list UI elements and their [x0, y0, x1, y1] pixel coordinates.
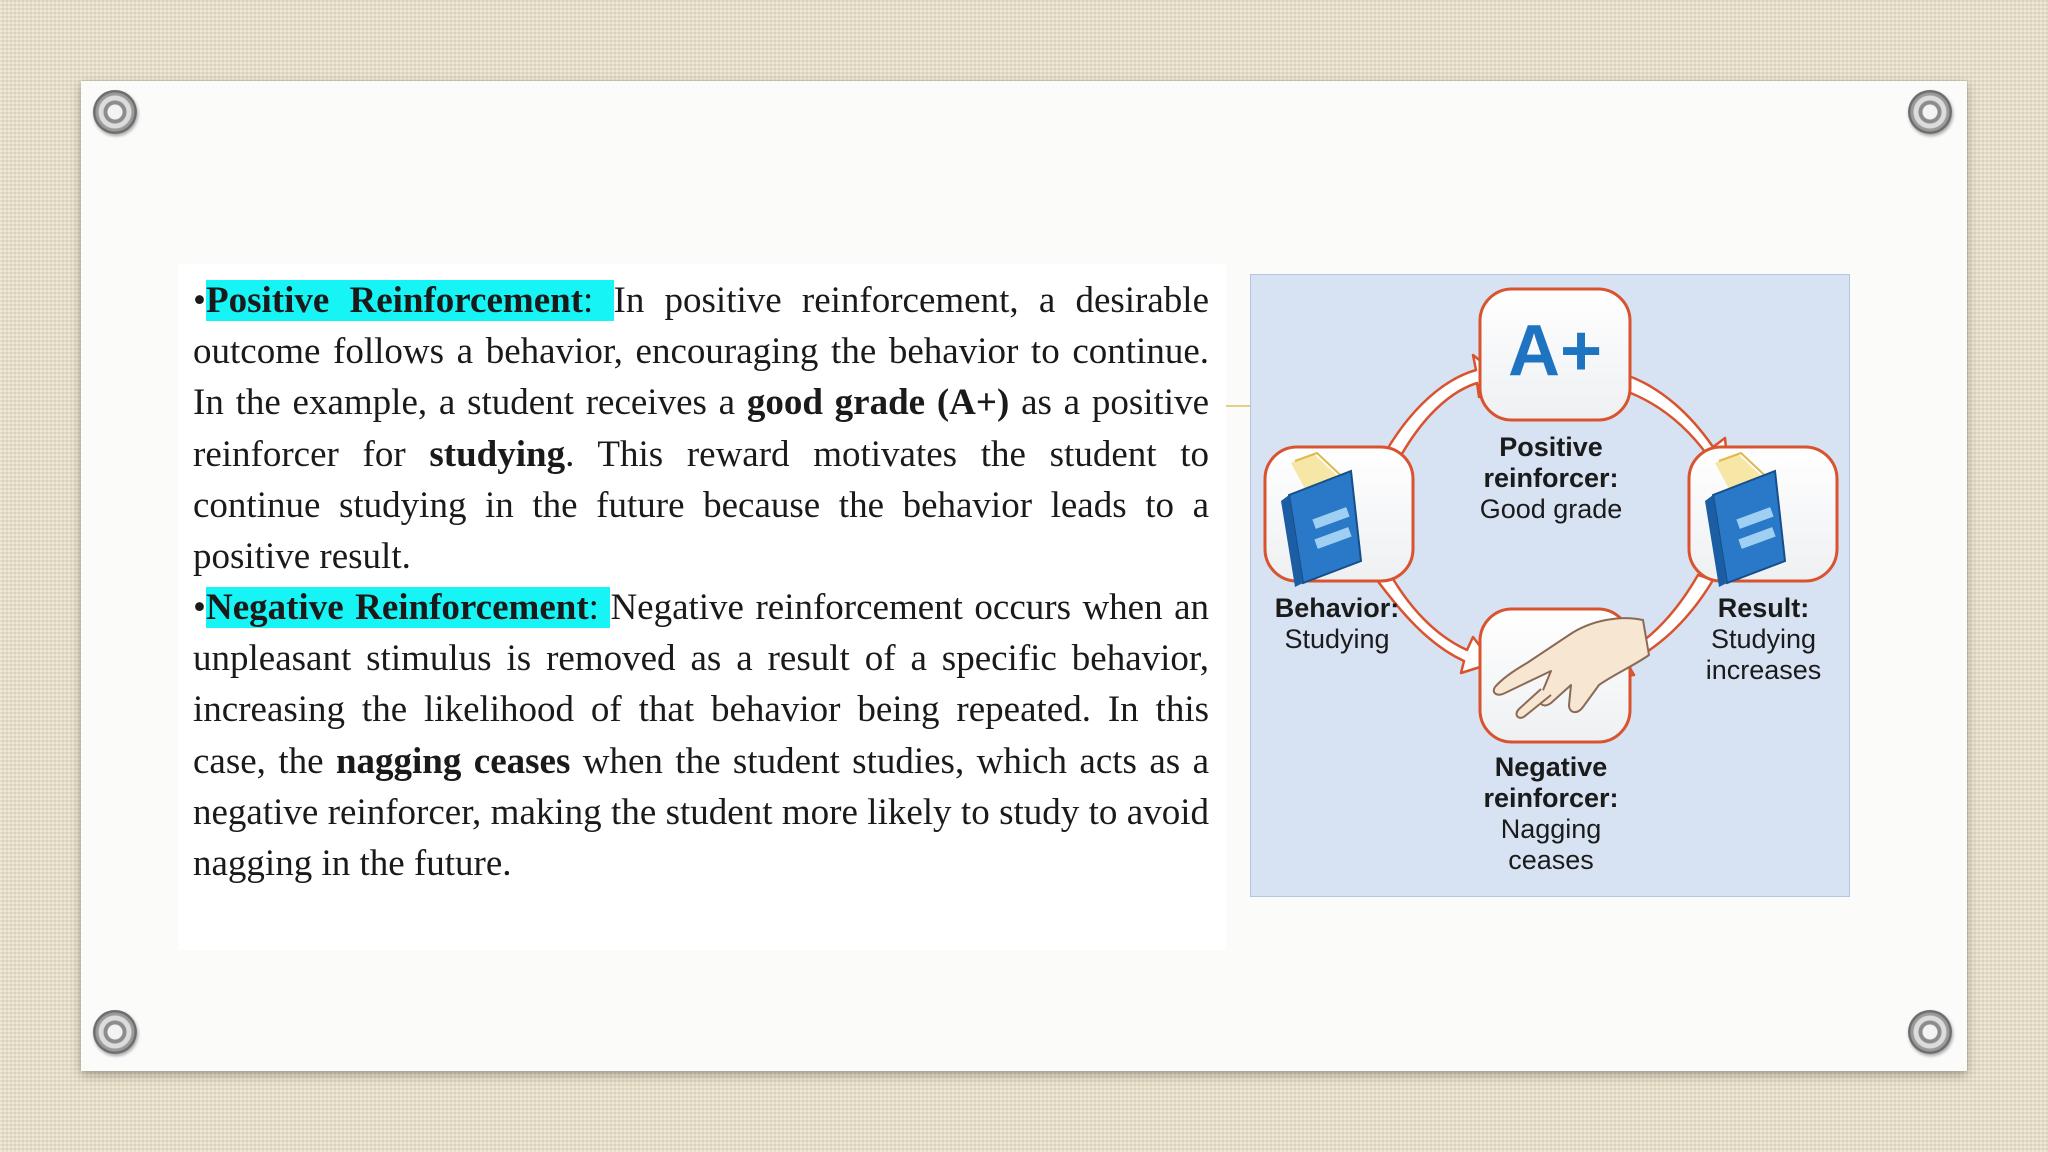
body-text: . This reward motivates the student to continue studying in the future because the behavior leads to a positive result. [193, 433, 1210, 578]
negative-reinforcer-label [1431, 752, 1671, 876]
bullet: • [193, 587, 206, 628]
behavior-value: Studying [1284, 624, 1390, 654]
result-value: Studying increases [1705, 624, 1822, 685]
bottom-left-grommet-icon [93, 1010, 137, 1054]
positive-reinforcement-paragraph [193, 275, 1209, 582]
result-label [1676, 593, 1851, 686]
negative-reinforcer-value: Nagging ceases [1500, 814, 1602, 875]
studying-text: studying [429, 433, 566, 475]
body-text: when the student studies, which acts as a negative reinforcer, making the student more likely to study to avoid nagging in the future. [193, 740, 1210, 885]
highlight: Positive Reinforcement: [205, 280, 614, 321]
behavior-title: Behavior: [1274, 593, 1400, 623]
top-left-grommet-icon [93, 90, 137, 134]
negative-reinforcement-paragraph [193, 582, 1209, 889]
behavior-label [1251, 593, 1423, 655]
negative-reinforcement-term: Negative Reinforcement [205, 587, 589, 628]
nagging-ceases-text: nagging ceases [335, 740, 571, 782]
reinforcement-diagram [1250, 274, 1850, 897]
positive-reinforcer-label [1431, 432, 1671, 525]
good-grade-text: good grade (A+) [746, 382, 1010, 424]
result-title: Result: [1717, 593, 1810, 623]
bottom-right-grommet-icon [1908, 1010, 1952, 1054]
positive-reinforcer-value: Good grade [1479, 494, 1623, 524]
positive-reinforcement-term: Positive Reinforcement [205, 280, 584, 321]
negative-reinforcer-title: Negative reinforcer: [1483, 752, 1619, 813]
body-text: Negative reinforcement occurs when an unpleasant stimulus is removed as a result of a specific behavior, increasing the likelihood of that behavior being repeated. In this case, the [193, 587, 1210, 782]
positive-reinforcer-title: Positive reinforcer: [1483, 432, 1619, 493]
body-text: as a positive reinforcer for [193, 382, 1209, 475]
text-box [178, 264, 1226, 950]
highlight: Negative Reinforcement: [205, 587, 611, 628]
grade-label: A+ [1507, 311, 1603, 391]
body-text: In positive reinforcement, a desirable outcome follows a behavior, encouraging the behavior to continue. In the example, a student receives a [193, 280, 1209, 424]
connector-line [1226, 405, 1252, 407]
top-right-grommet-icon [1908, 90, 1952, 134]
bullet: • [193, 280, 206, 321]
